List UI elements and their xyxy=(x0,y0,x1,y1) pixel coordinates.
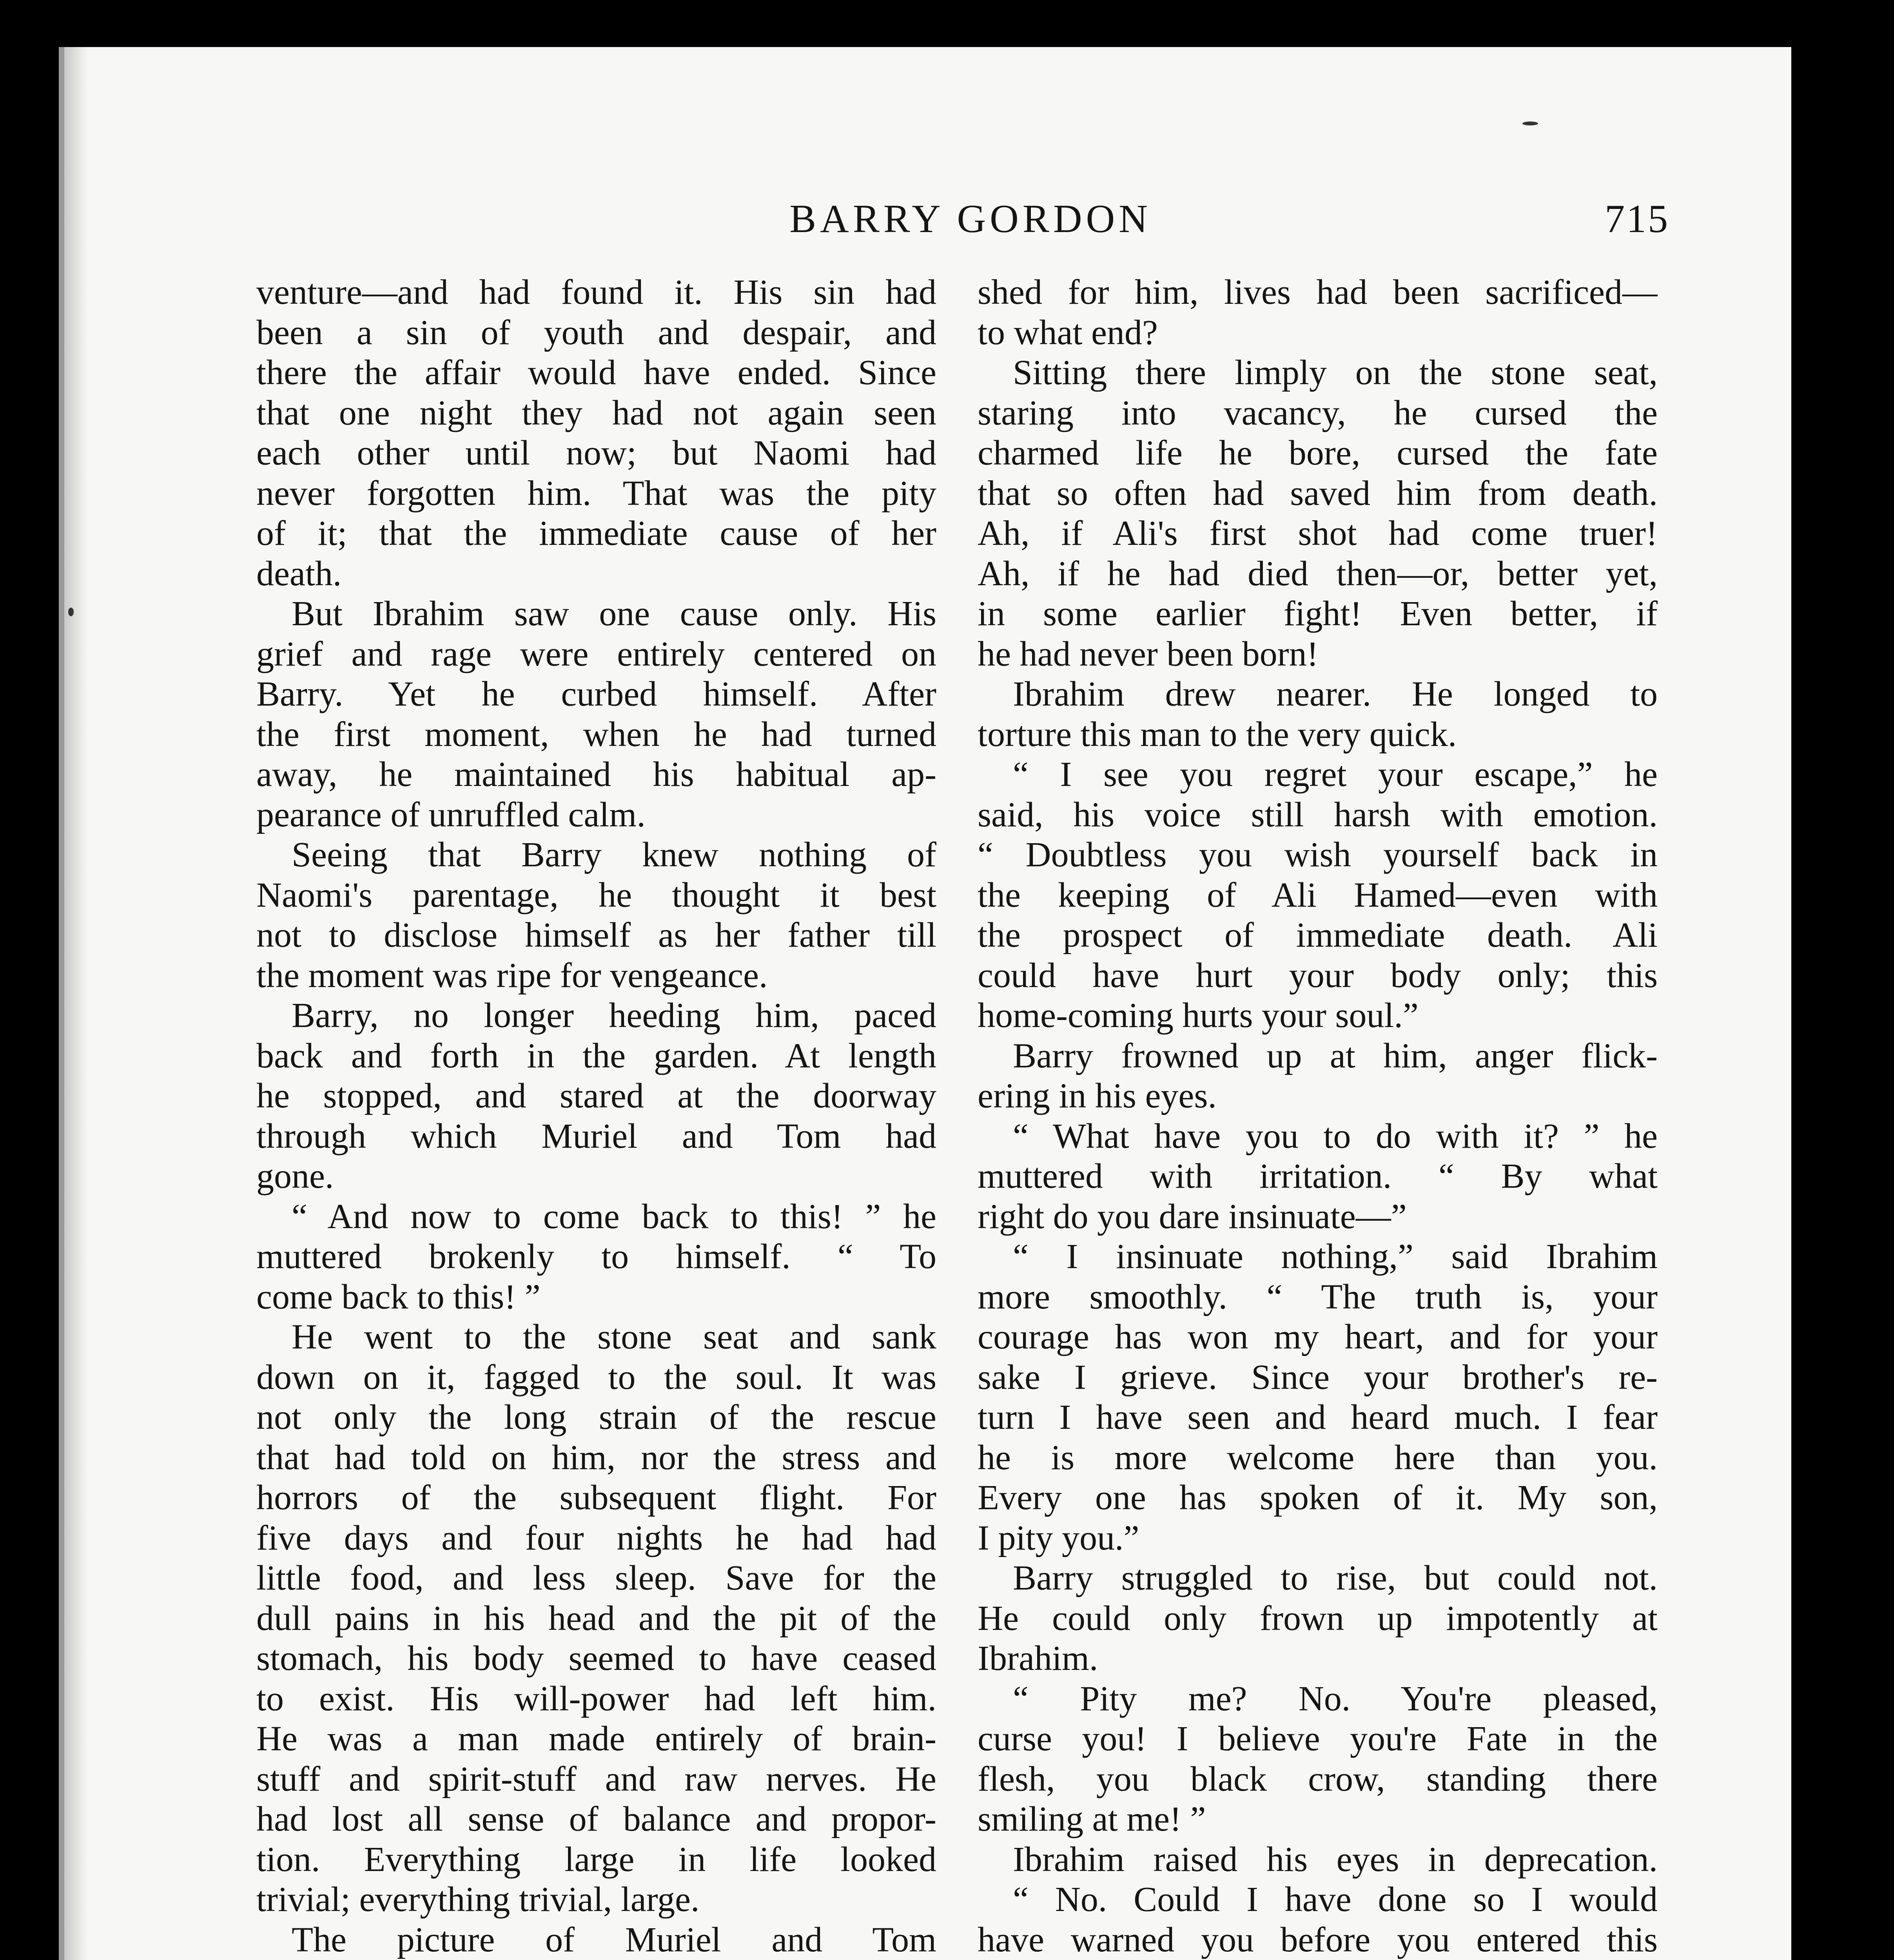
text-line: horrors of the subsequent flight. For xyxy=(256,1478,936,1517)
text-line: to what end? xyxy=(978,313,1158,352)
text-line: stuff and spirit-stuff and raw nerves. He xyxy=(256,1759,936,1798)
text-line: Ibrahim drew nearer. He longed to xyxy=(1013,675,1658,713)
text-line: Barry frowned up at him, anger flick- xyxy=(1013,1036,1658,1075)
text-line: I pity you.” xyxy=(978,1518,1139,1557)
text-line: Barry struggled to rise, but could not. xyxy=(1013,1559,1658,1597)
text-line: Ah, if Ali's first shot had come truer! xyxy=(978,514,1658,553)
text-line: right do you dare insinuate—” xyxy=(978,1197,1407,1236)
text-line: not to disclose himself as her father till xyxy=(256,916,936,955)
text-line: He could only frown up impotently at xyxy=(978,1599,1658,1638)
text-line: venture—and had found it. His sin had xyxy=(256,273,936,312)
text-line: He was a man made entirely of brain- xyxy=(256,1719,936,1758)
text-line: to exist. His will-power had left him. xyxy=(256,1679,936,1718)
text-line: But Ibrahim saw one cause only. His xyxy=(292,594,936,633)
text-column-left xyxy=(256,272,936,1960)
text-line: tion. Everything large in life looked xyxy=(256,1840,936,1879)
text-line: staring into vacancy, he cursed the xyxy=(978,393,1658,432)
text-line: “ What have you to do with it? ” he xyxy=(1013,1116,1658,1156)
text-line: down on it, fagged to the soul. It was xyxy=(256,1357,936,1397)
text-line: Ah, if he had died then—or, better yet, xyxy=(978,554,1658,593)
text-line: “ I see you regret your escape,” he xyxy=(1013,755,1658,794)
dust-speck xyxy=(1522,122,1538,125)
text-line: back and forth in the garden. At length xyxy=(256,1036,936,1075)
text-line: He went to the stone seat and sank xyxy=(292,1318,936,1356)
text-line: there the affair would have ended. Since xyxy=(256,353,936,392)
text-line: torture this man to the very quick. xyxy=(978,715,1457,754)
text-line: “ Pity me? No. You're pleased, xyxy=(1013,1679,1658,1718)
text-line: little food, and less sleep. Save for the xyxy=(256,1559,936,1597)
text-line: “ No. Could I have done so I would xyxy=(1013,1880,1658,1919)
text-line: he is more welcome here than you. xyxy=(978,1438,1658,1477)
text-line: never forgotten him. That was the pity xyxy=(256,474,936,513)
text-line: shed for him, lives had been sacrificed— xyxy=(978,273,1658,312)
text-line: grief and rage were entirely centered on xyxy=(256,634,936,673)
text-line: stomach, his body seemed to have ceased xyxy=(256,1639,936,1678)
text-line: had lost all sense of balance and propor- xyxy=(256,1800,936,1838)
text-line: through which Muriel and Tom had xyxy=(256,1116,936,1156)
text-line: flesh, you black crow, standing there xyxy=(978,1759,1658,1798)
text-line: more smoothly. “ The truth is, your xyxy=(978,1277,1658,1316)
running-header-title: BARRY GORDON xyxy=(789,197,1152,241)
text-line: “ I insinuate nothing,” said Ibrahim xyxy=(1013,1237,1658,1276)
text-line: each other until now; but Naomi had xyxy=(256,434,936,472)
text-line: the prospect of immediate death. Ali xyxy=(978,916,1658,955)
text-column-right xyxy=(978,272,1658,1960)
text-line: pearance of unruffled calm. xyxy=(256,795,646,834)
text-line: The picture of Muriel and Tom xyxy=(292,1920,936,1959)
dust-speck xyxy=(68,608,74,616)
text-line: charmed life he bore, cursed the fate xyxy=(978,434,1658,472)
page-gutter-shadow xyxy=(64,47,88,1960)
text-line: death. xyxy=(256,554,342,593)
text-line: dull pains in his head and the pit of the xyxy=(256,1599,936,1638)
text-line: been a sin of youth and despair, and xyxy=(256,313,936,352)
text-line: he had never been born! xyxy=(978,634,1319,673)
text-line: of it; that the immediate cause of her xyxy=(256,514,936,553)
text-line: the moment was ripe for vengeance. xyxy=(256,956,768,995)
text-line: Every one has spoken of it. My son, xyxy=(978,1478,1658,1517)
text-line: that one night they had not again seen xyxy=(256,393,936,432)
text-line: could have hurt your body only; this xyxy=(978,956,1658,995)
text-line: that had told on him, nor the stress and xyxy=(256,1438,936,1477)
text-line: he stopped, and stared at the doorway xyxy=(256,1076,936,1115)
text-line: come back to this! ” xyxy=(256,1277,541,1316)
text-line: curse you! I believe you're Fate in the xyxy=(978,1719,1658,1758)
text-line: in some earlier fight! Even better, if xyxy=(978,594,1658,633)
text-line: Naomi's parentage, he thought it best xyxy=(256,875,936,915)
text-line: smiling at me! ” xyxy=(978,1800,1206,1838)
text-line: Ibrahim. xyxy=(978,1639,1098,1678)
text-line: away, he maintained his habitual ap- xyxy=(256,755,936,794)
text-line: the keeping of Ali Hamed—even with xyxy=(978,875,1658,915)
text-line: “ And now to come back to this! ” he xyxy=(292,1197,936,1236)
text-line: said, his voice still harsh with emotion. xyxy=(978,795,1658,834)
text-line: Sitting there limply on the stone seat, xyxy=(1013,353,1658,392)
text-line: sake I grieve. Since your brother's re- xyxy=(978,1357,1658,1397)
text-line: have warned you before you entered this xyxy=(978,1920,1658,1959)
text-line: gone. xyxy=(256,1157,334,1196)
text-line: ering in his eyes. xyxy=(978,1076,1217,1115)
page-number: 715 xyxy=(1605,197,1669,241)
text-line: Ibrahim raised his eyes in deprecation. xyxy=(1013,1840,1658,1879)
text-line: Barry, no longer heeding him, paced xyxy=(292,996,936,1035)
text-line: muttered with irritation. “ By what xyxy=(978,1157,1658,1196)
text-line: “ Doubtless you wish yourself back in xyxy=(978,835,1658,874)
text-line: trivial; everything trivial, large. xyxy=(256,1880,700,1919)
text-line: courage has won my heart, and for your xyxy=(978,1318,1658,1356)
text-line: not only the long strain of the rescue xyxy=(256,1398,936,1437)
text-line: the first moment, when he had turned xyxy=(256,715,936,754)
text-line: muttered brokenly to himself. “ To xyxy=(256,1237,936,1276)
text-line: that so often had saved him from death. xyxy=(978,474,1658,513)
text-line: turn I have seen and heard much. I fear xyxy=(978,1398,1658,1437)
text-line: Seeing that Barry knew nothing of xyxy=(292,835,936,874)
book-page xyxy=(59,47,1791,1960)
text-line: home-coming hurts your soul.” xyxy=(978,996,1419,1035)
text-line: five days and four nights he had had xyxy=(256,1518,936,1557)
text-line: Barry. Yet he curbed himself. After xyxy=(256,675,936,713)
